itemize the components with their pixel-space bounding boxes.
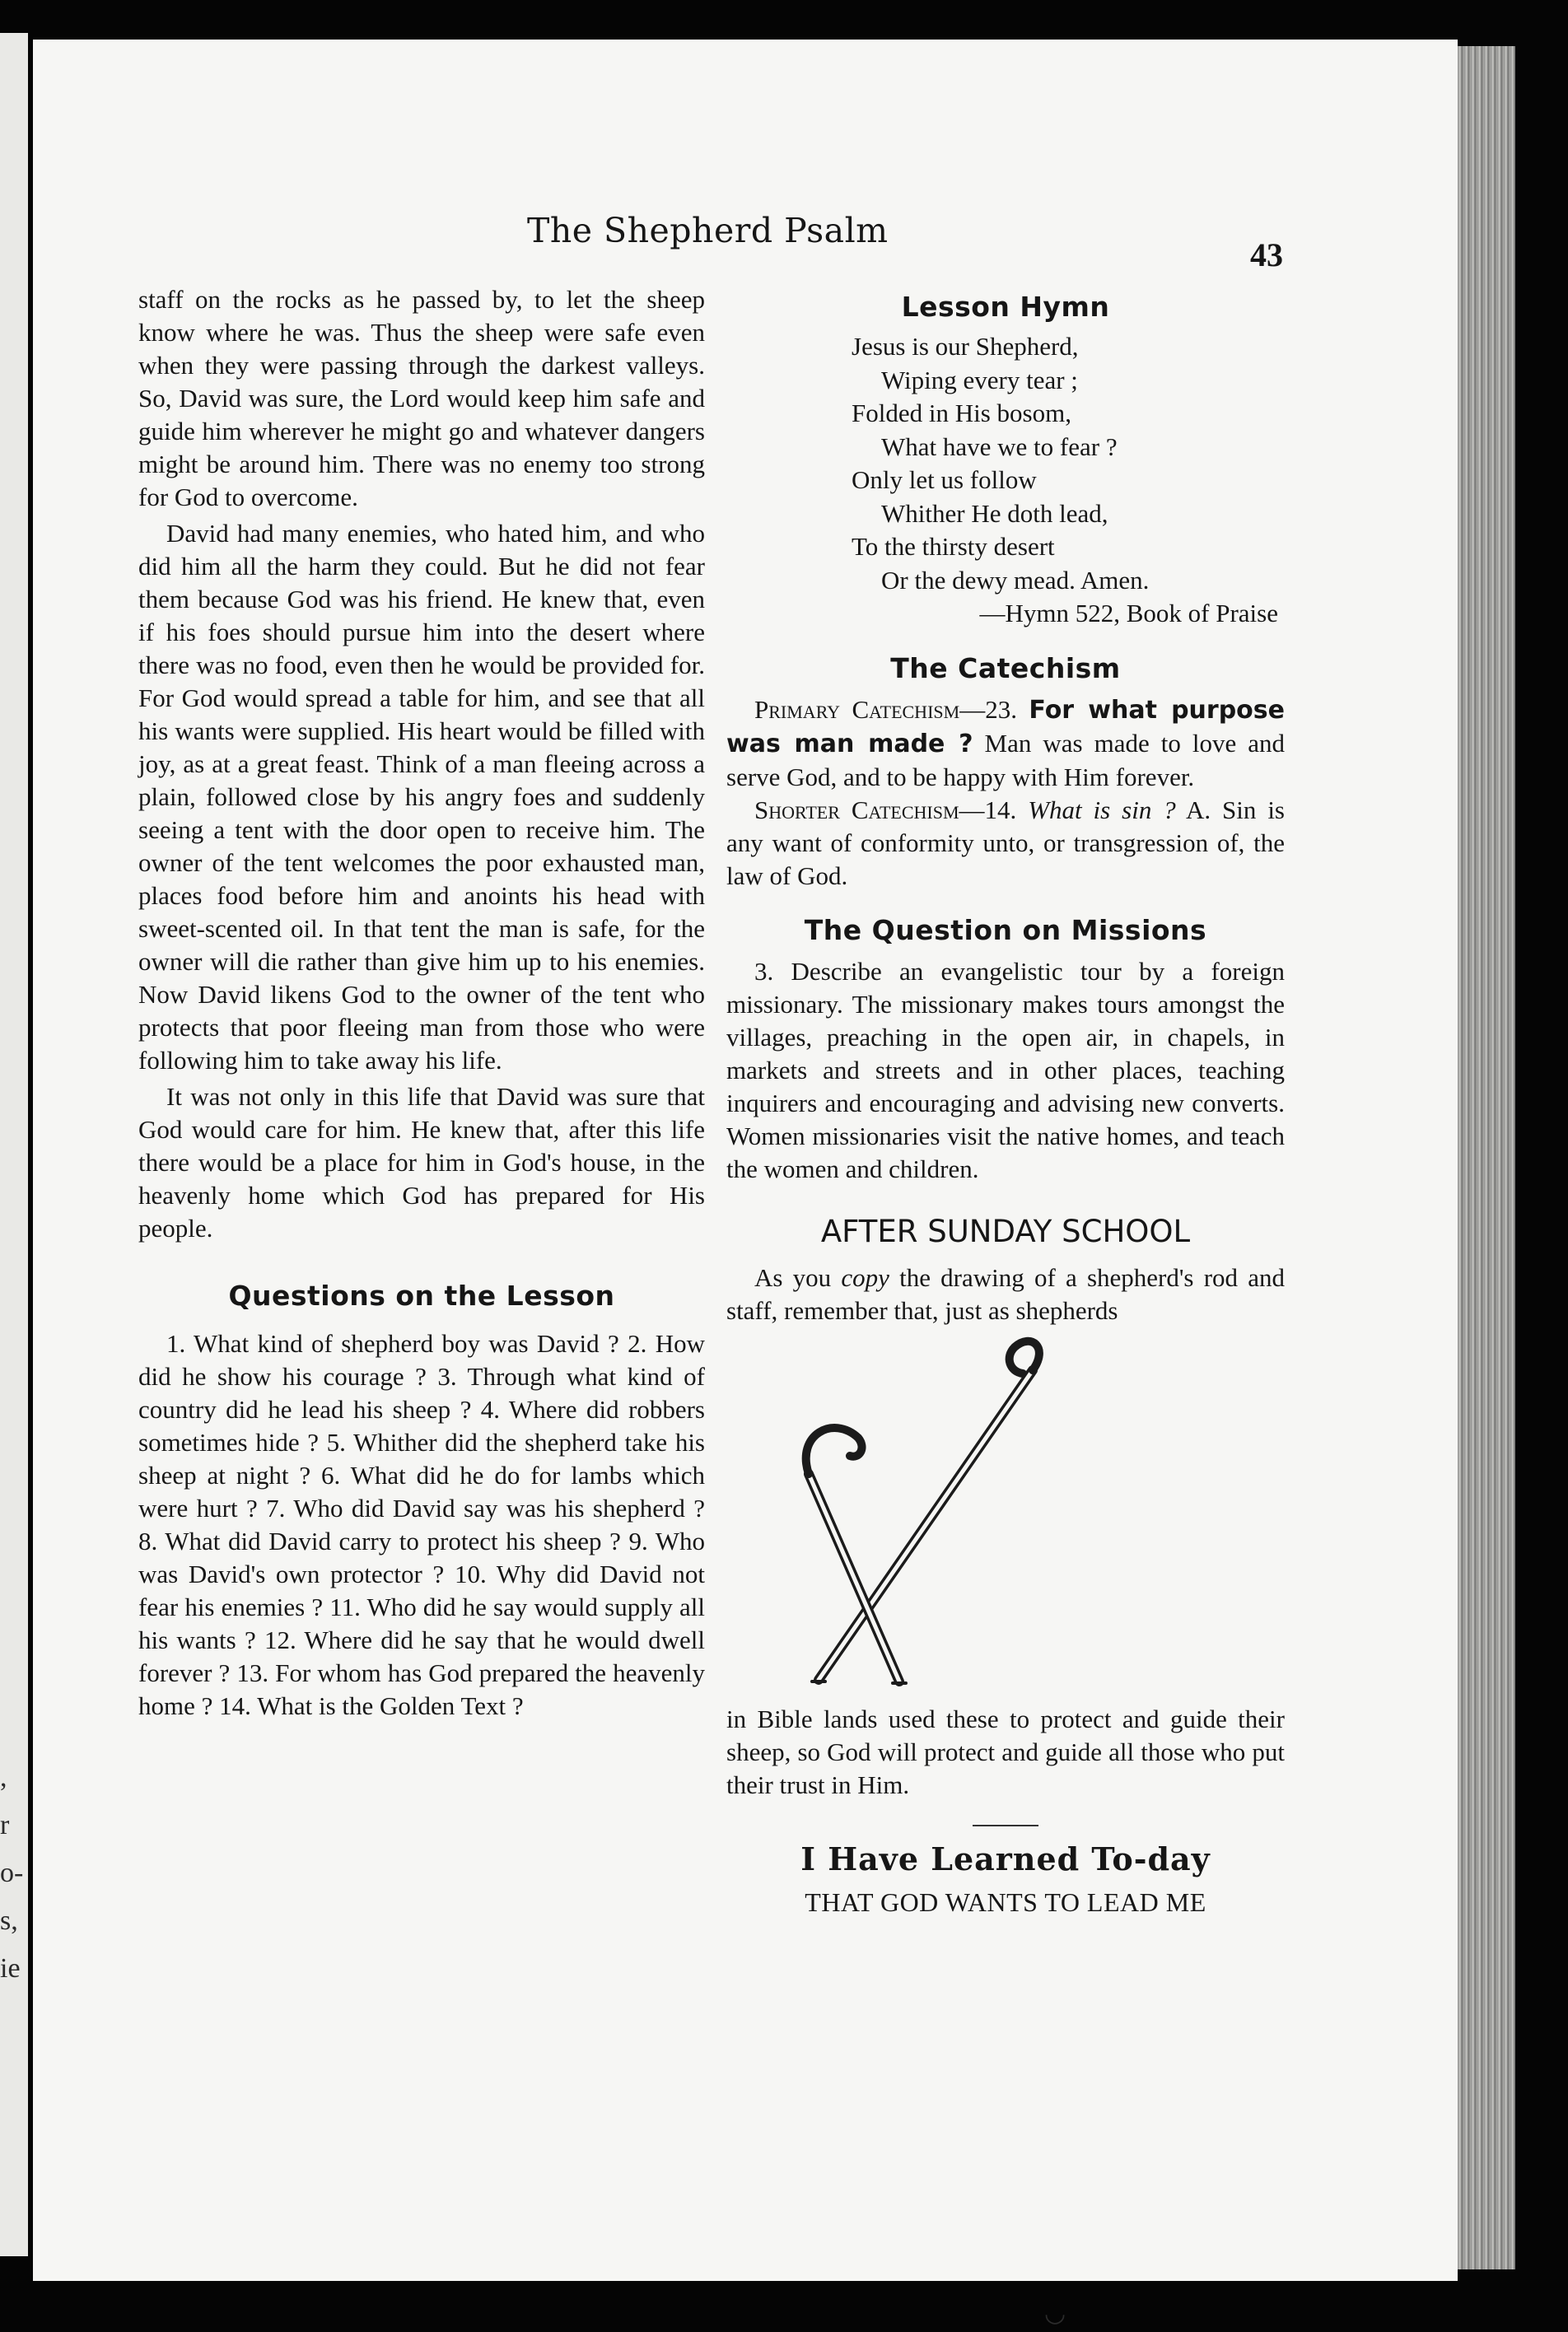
missions-heading: The Question on Missions bbox=[804, 913, 1207, 946]
primary-catechism-number: —23. bbox=[959, 694, 1017, 724]
after-sunday-school-heading: AFTER SUNDAY SCHOOL bbox=[820, 1213, 1191, 1249]
hymn-line: Folded in His bosom, bbox=[852, 399, 1071, 427]
page-stack-edges bbox=[1458, 46, 1515, 2269]
stray-ink-mark: ◡ bbox=[1044, 2300, 1066, 2327]
fragment: s, bbox=[0, 1905, 18, 1936]
previous-page-fragments bbox=[0, 1754, 28, 1993]
shorter-catechism-question: What is sin ? bbox=[1028, 795, 1176, 824]
staff-crook bbox=[1010, 1341, 1039, 1373]
right-column bbox=[726, 291, 1285, 1919]
intro-text: As you bbox=[754, 1262, 832, 1292]
missions-text: 3. Describe an evangelistic tour by a foreign missionary. The missionary makes tours amongst the villages, preaching in the open air, in chapels, in markets and streets and in other places, teaching inquirers and encouraging and advising new converts. Women missionaries visit the native homes, and teach the women and children. bbox=[726, 956, 1285, 1183]
after-sunday-school-intro bbox=[726, 1262, 1285, 1327]
hymn-line: What have we to fear ? bbox=[881, 431, 1118, 461]
left-column bbox=[138, 283, 705, 1723]
paragraph: David had many enemies, who hated him, and who did him all the harm they could. But he did not fear them because God was his friend. He knew that, even if his foes should pursue him into the desert where there was no food, even then he would be provided for. For God would spread a table for him, and see that all his wants were supplied. His heart would be filled with joy, as at a great feast. Think of a man fleeing across a plain, followed close by his angry foes and suddenly seeing a tent with the door open to receive him. The owner of the tent welcomes the poor exhausted man, places food before him and anoints his head with sweet-scented oil. In that tent the man is safe, for the owner will die rather than give him up to his enemies. Now David likens God to the owner of the tent who protects that poor fleeing man from those who were following him to take away his life. bbox=[138, 519, 705, 1075]
primary-catechism-label: Primary Catechism bbox=[754, 694, 960, 724]
divider bbox=[973, 1825, 1038, 1826]
primary-catechism-question: For what purpose was man made ? bbox=[726, 695, 1285, 758]
running-head: The Shepherd Psalm bbox=[527, 211, 889, 250]
paragraph: It was not only in this life that David was sure that God would care for him. He knew that, after this life there would be a place for him in God's house, in the heavenly home which God has prepared for His people. bbox=[138, 1082, 705, 1243]
intro-emphasis: copy bbox=[841, 1262, 889, 1292]
questions-text: 1. What kind of shepherd boy was David ? 2. How did he show his courage ? 3. Through what kind of country did he lead his sheep ? 4. Where did robbers sometimes hide ? 5. Whither did the shepherd take his sheep at night ? 6. What did he do for lambs which were hurt ? 7. Who did David say was his shepherd ? 8. What did David carry to protect his sheep ? 9. Who was David's own protector ? 10. Why did David not fear his enemies ? 11. Who did he say would supply all his wants ? 12. Where did he say that he would dwell forever ? 13. For whom has God prepared the heavenly home ? 14. What is the Golden Text ? bbox=[138, 1329, 705, 1720]
hymn-source: —Hymn 522, Book of Praise bbox=[979, 599, 1278, 627]
shorter-catechism-number: —14. bbox=[959, 795, 1017, 824]
intro-text: the drawing of a shepherd's rod and staff, remember that, just as shepherds bbox=[726, 1262, 1285, 1325]
learned-today-statement: THAT GOD WANTS TO LEAD ME bbox=[805, 1887, 1206, 1917]
fragment: ie bbox=[0, 1953, 21, 1984]
hymn bbox=[726, 330, 1285, 631]
shorter-catechism-label: Shorter Catechism bbox=[754, 795, 959, 824]
hymn-line: Whither He doth lead, bbox=[881, 498, 1108, 528]
primary-catechism bbox=[726, 693, 1285, 794]
page-number: 43 bbox=[1250, 236, 1283, 273]
hymn-line: Only let us follow bbox=[852, 465, 1037, 494]
shorter-catechism-answer: A. Sin is any want of conformity unto, or transgression of, the law of God. bbox=[726, 795, 1285, 890]
fragment: r bbox=[0, 1810, 10, 1840]
shorter-catechism bbox=[726, 794, 1285, 893]
hymn-line: To the thirsty desert bbox=[852, 532, 1055, 561]
after-sunday-school-continuation: in Bible lands used these to protect and guide their sheep, so God will protect and guide all those who put their trust in Him. bbox=[726, 1704, 1285, 1799]
hymn-heading: Lesson Hymn bbox=[901, 291, 1110, 323]
shepherd-rod-and-staff-drawing bbox=[743, 1336, 1089, 1698]
fragment: , bbox=[0, 1762, 7, 1793]
primary-catechism-answer: Man was made to love and serve God, and to be happy with Him forever. bbox=[726, 728, 1285, 791]
learned-today-title: I Have Learned To-day bbox=[800, 1840, 1211, 1877]
paragraph: staff on the rocks as he passed by, to let the sheep know where he was. Thus the sheep were safe even when they were passing through the darkest valleys. So, David was sure, the Lord would keep him safe and guide him wherever he might go and whatever dangers might be around him. There was no enemy too strong for God to overcome. bbox=[138, 285, 705, 511]
hymn-line: Jesus is our Shepherd, bbox=[852, 332, 1079, 361]
fragment: o- bbox=[0, 1858, 24, 1888]
staff-shaft-highlight bbox=[819, 1370, 1033, 1680]
hymn-line: Or the dewy mead. Amen. bbox=[881, 565, 1150, 595]
rod-crook bbox=[806, 1428, 862, 1474]
questions-heading: Questions on the Lesson bbox=[228, 1280, 615, 1312]
catechism-heading: The Catechism bbox=[890, 651, 1121, 684]
hymn-line: Wiping every tear ; bbox=[881, 365, 1078, 394]
